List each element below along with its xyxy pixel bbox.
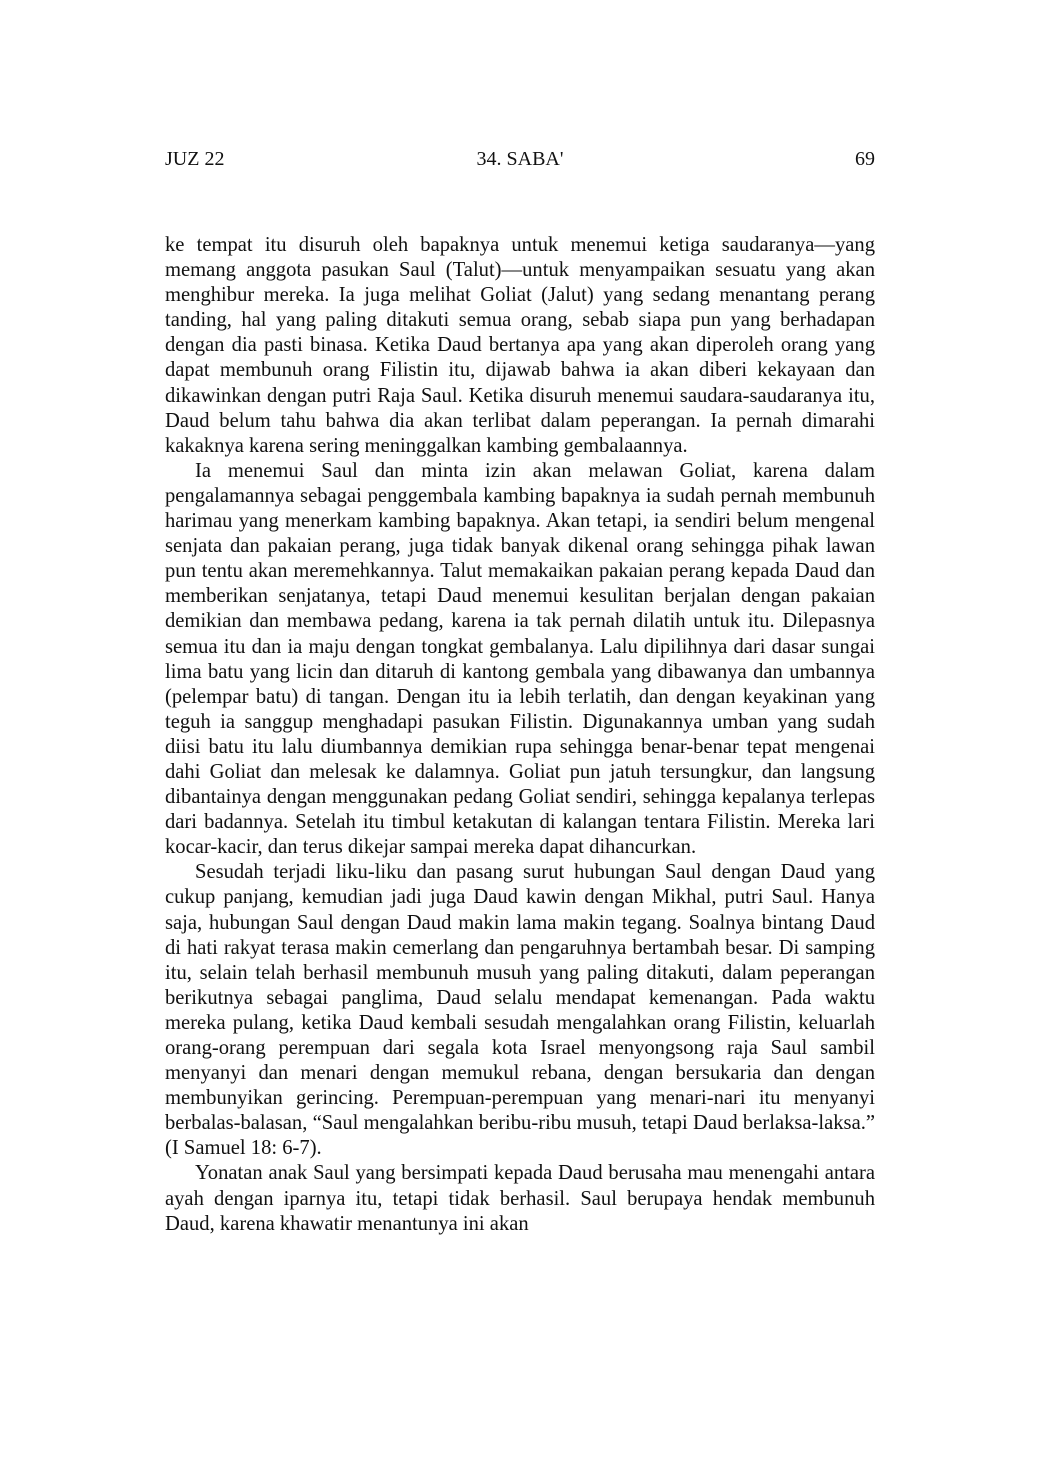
surah-title: 34. SABA' [476, 148, 564, 170]
paragraph: Yonatan anak Saul yang bersimpati kepada Daud berusaha mau menengahi antara ayah dengan iparnya itu, tetapi tidak berhasil. Saul berupaya hendak membunuh Daud, karena khawatir menantunya ini akan [165, 1162, 875, 1235]
page-header [165, 145, 875, 173]
paragraph: Sesudah terjadi liku-liku dan pasang surut hubungan Saul dengan Daud yang cukup panjang, kemudian jadi juga Daud kawin dengan Mikhal, putri Saul. Hanya saja, hubungan Saul dengan Daud makin lama makin tegang. Soalnya bintang Daud di hati rakyat terasa makin cemerlang dan pengaruhnya bertambah besar. Di samping itu, selain telah berhasil membunuh musuh yang paling ditakuti, dalam peperangan berikutnya sebagai panglima, Daud selalu mendapat kemenangan. Pada waktu mereka pulang, ketika Daud kembali sesudah mengalahkan orang Filistin, keluarlah orang-orang perempuan dari segala kota Israel menyongsong raja Saul sambil menyanyi dan menari dengan memukul rebana, dengan bersukaria dan dengan membunyikan gerincing. Perempuan-perempuan yang menari-nari itu menyanyi berbalas-balasan, “Saul mengalahkan beribu-ribu musuh, tetapi Daud berlaksa-laksa.” (I Samuel 18: 6-7). [165, 861, 875, 1160]
body-text [165, 233, 875, 1237]
paragraph: ke tempat itu disuruh oleh bapaknya untuk menemui ketiga saudaranya—yang memang anggota pasukan Saul (Talut)—untuk menyampaikan sesuatu yang akan menghibur mereka. Ia juga melihat Goliat (Jalut) yang sedang menantang perang tanding, hal yang paling ditakuti semua orang, sebab siapa pun yang berhadapan dengan dia pasti binasa. Ketika Daud bertanya apa yang akan diperoleh orang yang dapat membunuh orang Filistin itu, dijawab bahwa ia akan diberi kekayaan dan dikawinkan dengan putri Raja Saul. Ketika disuruh menemui saudara-saudaranya itu, Daud belum tahu bahwa dia akan terlibat dalam peperangan. Ia pernah dimarahi kakaknya karena sering meninggalkan kambing gembalaannya. [165, 234, 875, 457]
paragraph: Ia menemui Saul dan minta izin akan melawan Goliat, karena dalam pengalamannya sebagai penggembala kambing bapaknya ia sudah pernah membunuh harimau yang menerkam kambing bapaknya. Akan tetapi, ia sendiri belum mengenal senjata dan pakaian perang, juga tidak banyak dikenal orang sehingga pihak lawan pun tentu akan meremehkannya. Talut memakaikan pakaian perang kepada Daud dan memberikan senjatanya, tetapi Daud menemui kesulitan berjalan dengan pakaian demikian dan membawa pedang, karena ia tak pernah dilatih untuk itu. Dilepasnya semua itu dan ia maju dengan tongkat gembalanya. Lalu dipilihnya dari dasar sungai lima batu yang licin dan ditaruh di kantong gembala yang dibawanya dan umbannya (pelempar batu) di tangan. Dengan itu ia lebih terlatih, dan dengan keyakinan yang teguh ia sanggup menghadapi pasukan Filistin. Digunakannya umban yang sudah diisi batu itu lalu diumbannya demikian rupa sehingga benar-benar tepat mengenai dahi Goliat dan melesak ke dalamnya. Goliat pun jatuh tersungkur, dan langsung dibantainya dengan menggunakan pedang Goliat sendiri, sehingga kepalanya terlepas dari badannya. Setelah itu timbul ketakutan di kalangan tentara Filistin. Mereka lari kocar-kacir, dan terus dikejar sampai mereka dapat dihancurkan. [165, 459, 875, 859]
juz-label: JUZ 22 [165, 148, 225, 170]
page-number: 69 [855, 148, 875, 170]
